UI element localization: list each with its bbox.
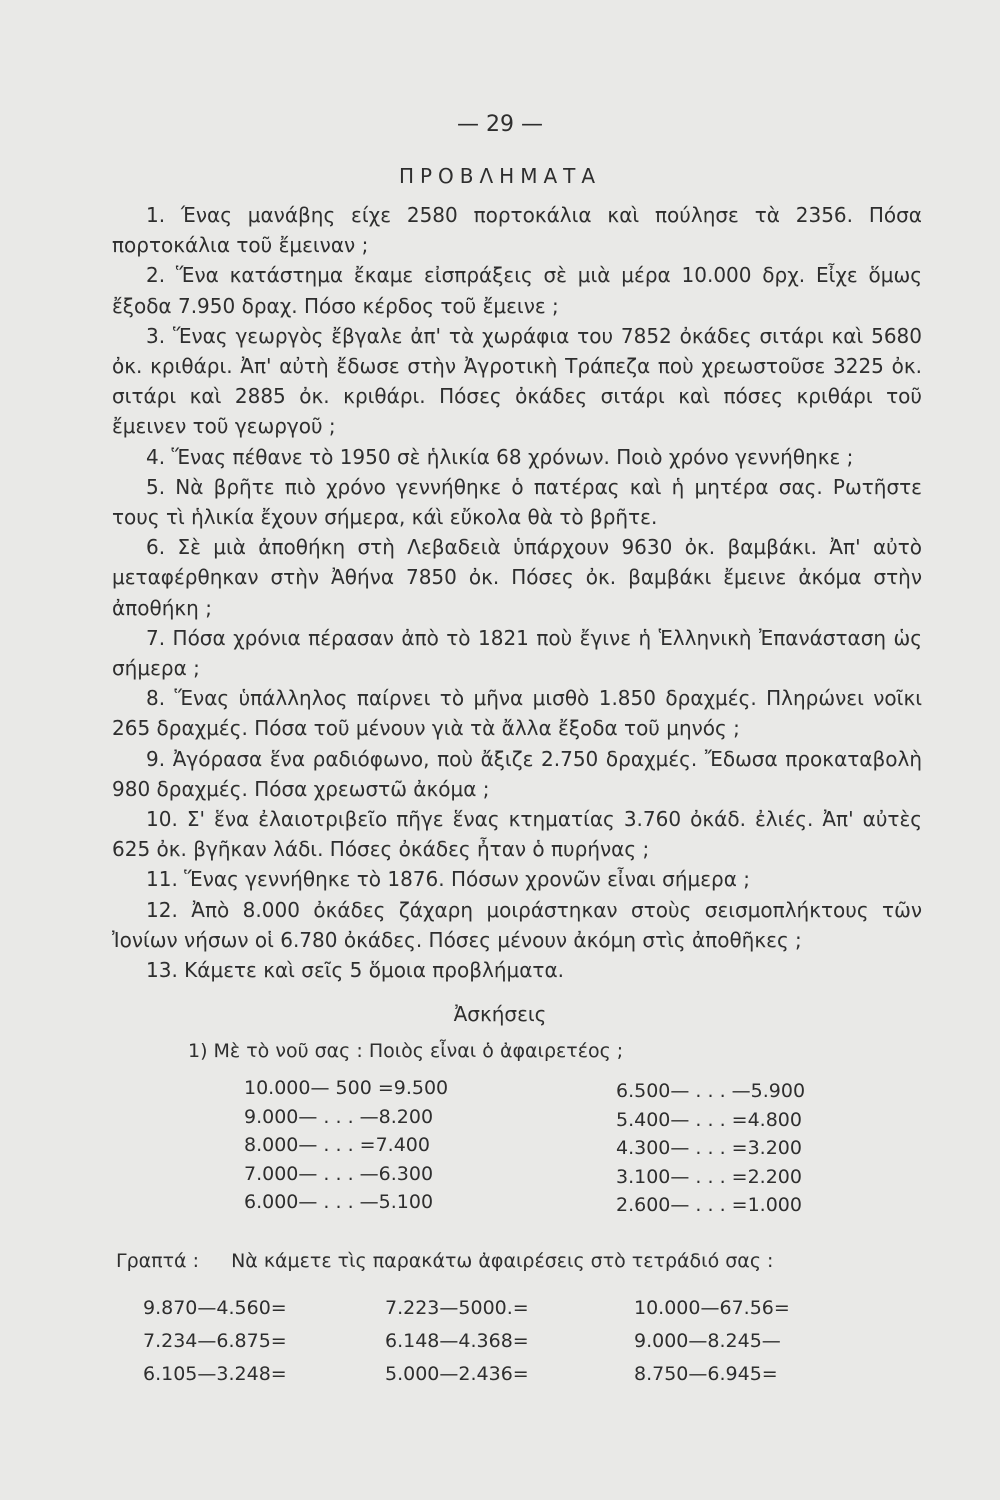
problem-item: 6. Σὲ μιὰ ἀποθήκη στὴ Λεβαδειὰ ὑπάρχουν 9630 ὀκ. βαμβάκι. Ἀπ' αὐτὸ μεταφέρθηκαν στὴν Ἀθήνα 7850 ὀκ. Πόσες ὀκ. βαμβάκι ἔμεινε ἀκόμα στὴν ἀποθήκη ; — [112, 535, 922, 620]
exercise-row: 2.600— . . . =1.000 — [616, 1194, 802, 1216]
problem-item: 7. Πόσα χρόνια πέρασαν ἀπὸ τὸ 1821 ποὺ ἔγινε ἡ Ἑλληνικὴ Ἐπανάσταση ὡς σήμερα ; — [112, 625, 922, 681]
exercise-row: 9.000— . . . —8.200 — [244, 1105, 434, 1128]
page-number: — 29 — — [457, 112, 543, 137]
subtraction-item: 7.223—5000.= — [385, 1297, 529, 1319]
problem-item: 3. Ἕνας γεωργὸς ἔβγαλε ἀπ' τὰ χωράφια του 7852 ὀκάδες σιτάρι καὶ 5680 ὀκ. κριθάρι. Ἀπ' αὐτὴ ἔδωσε στὴν Ἀγροτικὴ Τράπεζα ποὺ χρεωστοῦσε 3225 ὀκ. σιτάρι καὶ 2885 ὀκ. κριθάρι. Πόσες ὀκάδες σιτάρι καὶ πόσες κριθάρι τοῦ ἔμεινεν τοῦ γεωργοῦ ; — [112, 323, 922, 439]
written-instruction — [116, 1250, 896, 1272]
exercise-row: 8.000— . . . =7.400 — [244, 1134, 430, 1156]
section-title: ΠΡΟΒΛΗΜΑΤΑ — [398, 164, 602, 188]
exercise-row: 6.500— . . . —5.900 — [616, 1080, 806, 1102]
problem-item: 13. Κάμετε καὶ σεῖς 5 ὅμοια προβλήματα. — [146, 958, 564, 983]
mental-exercise-line: 1) Μὲ τὸ νοῦ σας : Ποιὸς εἶναι ὁ ἀφαιρετέος ; — [188, 1040, 624, 1062]
written-column-3 — [634, 1292, 790, 1391]
written-column-2 — [385, 1292, 529, 1391]
subtraction-item: 10.000—67.56= — [634, 1297, 790, 1319]
subtraction-item: 6.105—3.248= — [143, 1363, 287, 1385]
exercise-row: 6.000— . . . —5.100 — [244, 1191, 434, 1213]
exercise-row: 10.000— 500 =9.500 — [244, 1077, 449, 1099]
exercise-row: 7.000— . . . —6.300 — [244, 1162, 434, 1185]
exercise-row: 4.300— . . . =3.200 — [616, 1137, 802, 1159]
problem-item: 8. Ἕνας ὑπάλληλος παίρνει τὸ μῆνα μισθὸ 1.850 δραχμές. Πληρώνει νοῖκι 265 δραχμές. Πόσα τοῦ μένουν γιὰ τὰ ἄλλα ἔξοδα τοῦ μηνός ; — [112, 686, 922, 741]
problem-item: 5. Νὰ βρῆτε πιὸ χρόνο γεννήθηκε ὁ πατέρας καὶ ἡ μητέρα σας. Ρωτῆστε τους τὶ ἡλικία ἔχουν σήμερα, κάὶ εὔκολα θὰ τὸ βρῆτε. — [112, 474, 922, 530]
written-label: Γραπτά : — [116, 1250, 200, 1272]
problem-item: 11. Ἕνας γεννήθηκε τὸ 1876. Πόσων χρονῶν εἶναι σήμερα ; — [146, 867, 751, 892]
problem-item: 9. Ἀγόρασα ἕνα ραδιόφωνο, ποὺ ἄξιζε 2.750 δραχμές. Ἔδωσα προκαταβολὴ 980 δραχμές. Πόσα χρεωστῶ ἀκόμα ; — [112, 746, 922, 801]
problem-list — [112, 200, 922, 985]
exercise-row: 5.400— . . . =4.800 — [616, 1108, 802, 1131]
exercise-row: 3.100— . . . =2.200 — [616, 1165, 802, 1188]
exercises-title: Ἀσκήσεις — [453, 1002, 547, 1026]
problem-item: 1. Ένας μανάβης είχε 2580 πορτοκάλια καὶ πούλησε τὰ 2356. Πόσα πορτοκάλια τοῦ ἔμειναν ; — [112, 203, 922, 258]
subtraction-item: 7.234—6.875= — [143, 1330, 287, 1352]
mental-column-right — [616, 1077, 805, 1220]
problem-item: 2. Ἕνα κατάστημα ἔκαμε εἰσπράξεις σὲ μιὰ μέρα 10.000 δρχ. Εἶχε ὅμως ἔξοδα 7.950 δραχ. Πόσο κέρδος τοῦ ἔμεινε ; — [112, 263, 922, 318]
written-column-1 — [143, 1292, 287, 1391]
problem-item: 4. Ἕνας πέθανε τὸ 1950 σὲ ἡλικία 68 χρόνων. Ποιὸ χρόνο γεννήθηκε ; — [146, 444, 854, 469]
problem-item: 12. Ἀπὸ 8.000 ὀκάδες ζάχαρη μοιράστηκαν στοὺς σεισμοπλήκτους τῶν Ἰονίων νήσων οἱ 6.780 ὀκάδες. Πόσες μένουν ἀκόμη στὶς ἀποθῆκες ; — [112, 897, 922, 952]
subtraction-item: 5.000—2.436= — [385, 1363, 529, 1385]
subtraction-item: 8.750—6.945= — [634, 1363, 778, 1385]
subtraction-item: 9.870—4.560= — [143, 1297, 287, 1319]
subtraction-item: 6.148—4.368= — [385, 1330, 529, 1352]
subtraction-item: 9.000—8.245— — [634, 1330, 781, 1352]
problem-item: 10. Σ' ἕνα ἐλαιοτριβεῖο πῆγε ἕνας κτηματίας 3.760 ὀκάδ. ἐλιές. Ἀπ' αὐτὲς 625 ὀκ. βγῆκαν λάδι. Πόσες ὀκάδες ἦταν ὁ πυρήνας ; — [112, 807, 922, 862]
written-text: Νὰ κάμετε τὶς παρακάτω ἀφαιρέσεις στὸ τετράδιό σας : — [231, 1250, 774, 1272]
mental-column-left — [244, 1074, 448, 1217]
